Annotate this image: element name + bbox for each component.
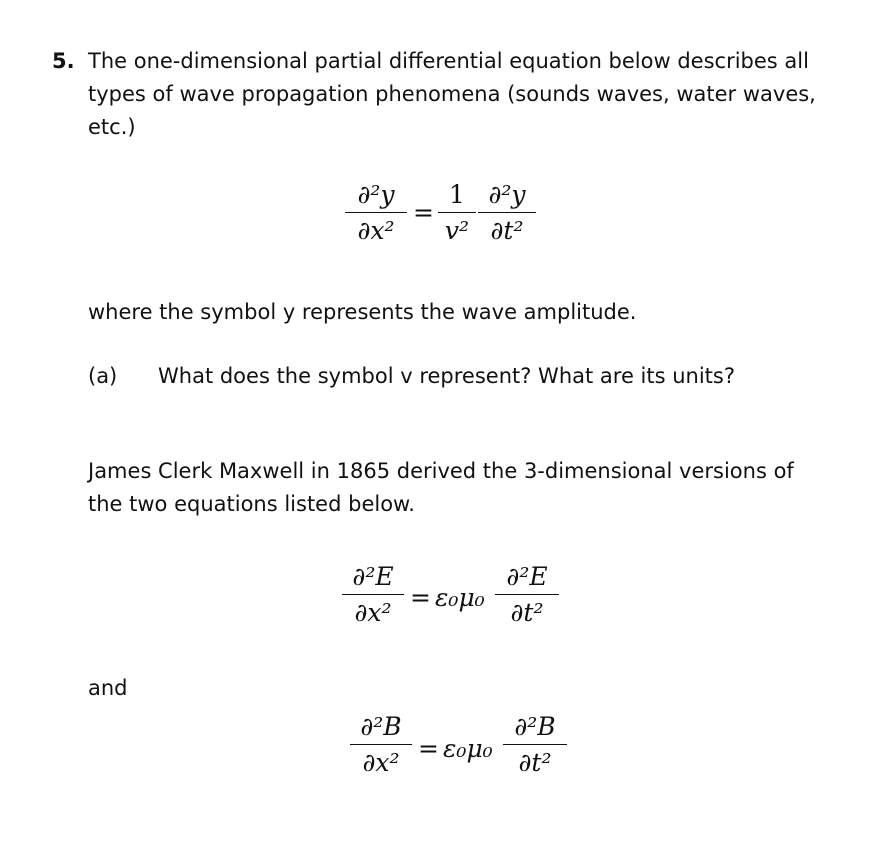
wave-rhs-numerator: ∂²y: [488, 180, 526, 209]
e-rhs-numerator: ∂²E: [506, 562, 548, 591]
part-a-text: What does the symbol v represent? What are its units?: [158, 364, 736, 388]
wave-coef-denominator: v²: [438, 212, 476, 245]
question-text: The one-dimensional partial differential equation below describes all types of wave propagation phenomena (sounds waves, water waves, etc.): [88, 49, 816, 139]
wave-lhs-denominator: ∂x²: [345, 212, 407, 245]
e-lhs-fraction: [342, 562, 404, 627]
part-a-label: (a): [88, 364, 118, 388]
e-rhs-denominator: ∂t²: [495, 594, 559, 627]
and-text: and: [88, 676, 128, 700]
b-rhs-numerator: ∂²B: [514, 712, 556, 741]
wave-coef-fraction: [438, 180, 476, 245]
wave-rhs-denominator: ∂t²: [478, 212, 536, 245]
where-text: where the symbol y represents the wave amplitude.: [88, 300, 637, 324]
e-rhs-fraction: [495, 562, 559, 627]
b-rhs-fraction: [503, 712, 567, 777]
wave-rhs-fraction: [478, 180, 536, 245]
b-lhs-fraction: [350, 712, 412, 777]
question-number: 5.: [52, 49, 75, 73]
e-equals: =: [410, 583, 431, 612]
wave-lhs-numerator: ∂²y: [357, 180, 395, 209]
b-equals: =: [418, 734, 439, 763]
e-lhs-numerator: ∂²E: [352, 562, 394, 591]
maxwell-intro: James Clerk Maxwell in 1865 derived the 3-dimensional versions of the two equations listed below.: [88, 459, 794, 516]
b-lhs-numerator: ∂²B: [360, 712, 402, 741]
wave-coef-numerator: 1: [449, 180, 465, 209]
b-coefficient: ε₀μ₀: [443, 734, 493, 763]
e-lhs-denominator: ∂x²: [342, 594, 404, 627]
wave-lhs-fraction: [345, 180, 407, 245]
b-lhs-denominator: ∂x²: [350, 744, 412, 777]
wave-equals: =: [413, 198, 434, 227]
e-coefficient: ε₀μ₀: [435, 583, 485, 612]
b-rhs-denominator: ∂t²: [503, 744, 567, 777]
